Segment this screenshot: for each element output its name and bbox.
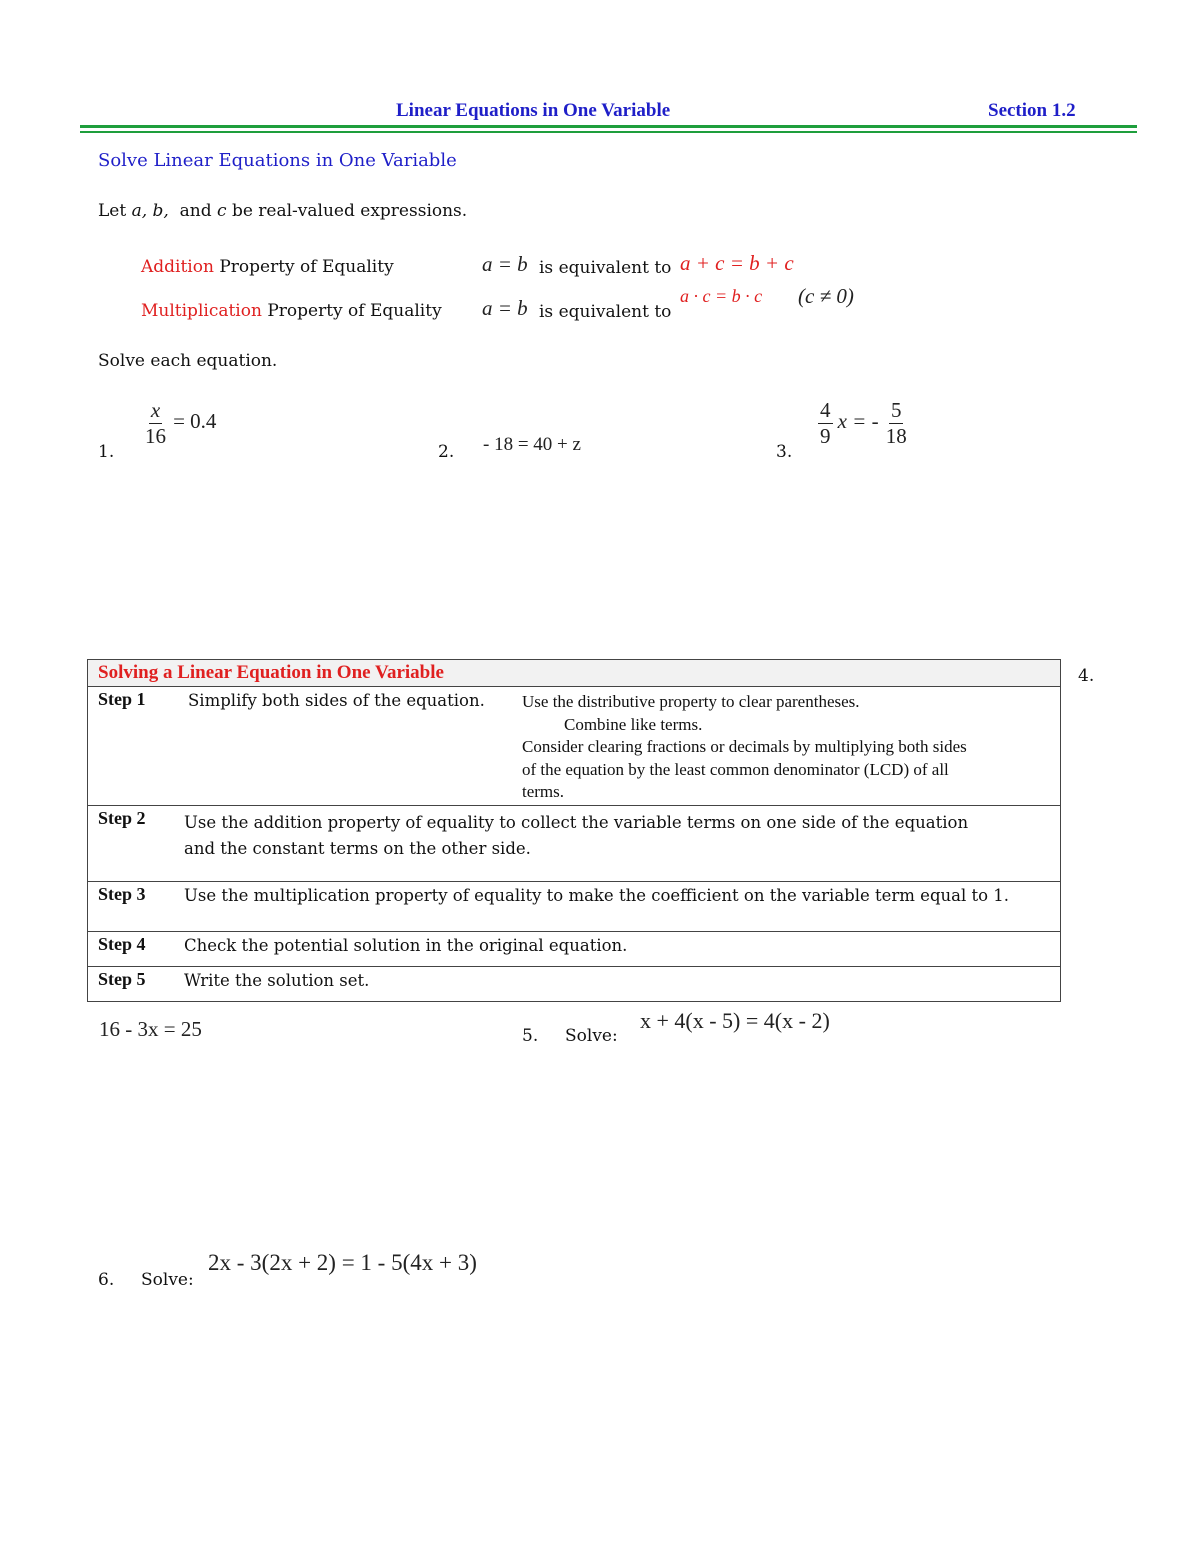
problem-3-number: 3.: [776, 442, 793, 462]
step-2-row: [88, 806, 1061, 882]
problem-5-label: Solve:: [565, 1026, 618, 1046]
multiplication-property-label: [141, 301, 442, 321]
step-1-note: Consider clearing fractions or decimals by multiplying both sides: [522, 737, 967, 756]
step-1-row: [88, 687, 1061, 806]
steps-table-title: Solving a Linear Equation in One Variable: [88, 660, 1061, 687]
problem-5-number: 5.: [522, 1026, 539, 1046]
problem-1-equation: [143, 400, 216, 447]
addition-word: Addition: [141, 257, 214, 277]
intro-line: [98, 201, 467, 221]
step-1-text: Simplify both sides of the equation.: [188, 691, 485, 710]
step-2-text-block: [184, 810, 968, 862]
step-5-row: [88, 967, 1061, 1002]
problem-6-label: Solve:: [141, 1270, 194, 1290]
problem-5-equation: x + 4(x - 5) = 4(x - 2): [640, 1008, 830, 1033]
step-2-label: Step 2: [98, 808, 146, 828]
multiplication-rest: Property of Equality: [267, 301, 442, 321]
problem-1-denominator: 16: [145, 424, 166, 448]
multiplication-condition: (c ≠ 0): [798, 284, 854, 308]
problem-3-mid: x = -: [837, 409, 879, 433]
addition-property-label: [141, 257, 394, 277]
addition-rest: Property of Equality: [219, 257, 394, 277]
instruction-solve-each: Solve each equation.: [98, 351, 278, 371]
step-1-note: of the equation by the least common denominator (LCD) of all: [522, 759, 949, 779]
problem-1-number: 1.: [98, 442, 115, 462]
steps-table: [87, 659, 1061, 1002]
multiplication-word: Multiplication: [141, 301, 262, 321]
multiplication-given: a = b: [482, 296, 528, 320]
problem-3-a-denominator: 9: [820, 424, 831, 448]
intro-rest: be real-valued expressions.: [231, 201, 468, 221]
step-1-label: Step 1: [98, 689, 146, 709]
multiplication-equiv: is equivalent to: [539, 302, 672, 322]
page-title: Linear Equations in One Variable: [396, 100, 671, 121]
intro-c: c: [217, 201, 227, 221]
problem-6-number: 6.: [98, 1270, 115, 1290]
multiplication-result: a · c = b · c: [680, 286, 763, 306]
intro-vars: a, b,: [131, 201, 169, 221]
step-3-text: Use the multiplication property of equality to make the coefficient on the variable term equal to 1.: [184, 886, 1010, 905]
problem-2-equation: - 18 = 40 + z: [483, 434, 581, 455]
header-rule-top: [80, 125, 1137, 128]
step-1-note: terms.: [522, 782, 565, 801]
header-rule-bottom: [80, 131, 1137, 133]
step-2-text-cont: and the constant terms on the other side.: [184, 839, 531, 858]
step-1-note: Combine like terms.: [564, 714, 703, 734]
problem-1-numerator: x: [150, 398, 161, 422]
problem-3-b-numerator: 5: [890, 398, 902, 422]
intro-let: Let: [98, 201, 127, 221]
step-3-row: [88, 882, 1061, 932]
addition-equiv: is equivalent to: [539, 258, 672, 278]
step-5-text: Write the solution set.: [184, 971, 370, 990]
step-5-label: Step 5: [98, 969, 146, 989]
problem-2-number: 2.: [438, 442, 455, 462]
step-4-text: Check the potential solution in the original equation.: [184, 936, 628, 955]
problem-4-number: 4.: [1078, 666, 1095, 686]
problem-1-rhs: = 0.4: [173, 409, 217, 433]
problem-4-equation: 16 - 3x = 25: [99, 1017, 202, 1041]
step-1-note: Use the distributive property to clear parentheses.: [522, 692, 860, 711]
step-1-notes: [522, 691, 967, 804]
step-4-row: [88, 932, 1061, 967]
intro-and: and: [179, 201, 212, 221]
problem-6-equation: 2x - 3(2x + 2) = 1 - 5(4x + 3): [208, 1250, 477, 1275]
addition-result: a + c = b + c: [680, 251, 794, 275]
step-2-text: Use the addition property of equality to collect the variable terms on one side of the equation: [184, 813, 969, 832]
problem-3-b-denominator: 18: [885, 424, 907, 448]
problem-3-a-numerator: 4: [820, 398, 831, 422]
addition-given: a = b: [482, 252, 528, 276]
problem-3-equation: [818, 400, 909, 447]
subheading: Solve Linear Equations in One Variable: [98, 150, 457, 171]
step-3-label: Step 3: [98, 884, 146, 904]
section-label: Section 1.2: [988, 100, 1076, 121]
step-4-label: Step 4: [98, 934, 146, 954]
